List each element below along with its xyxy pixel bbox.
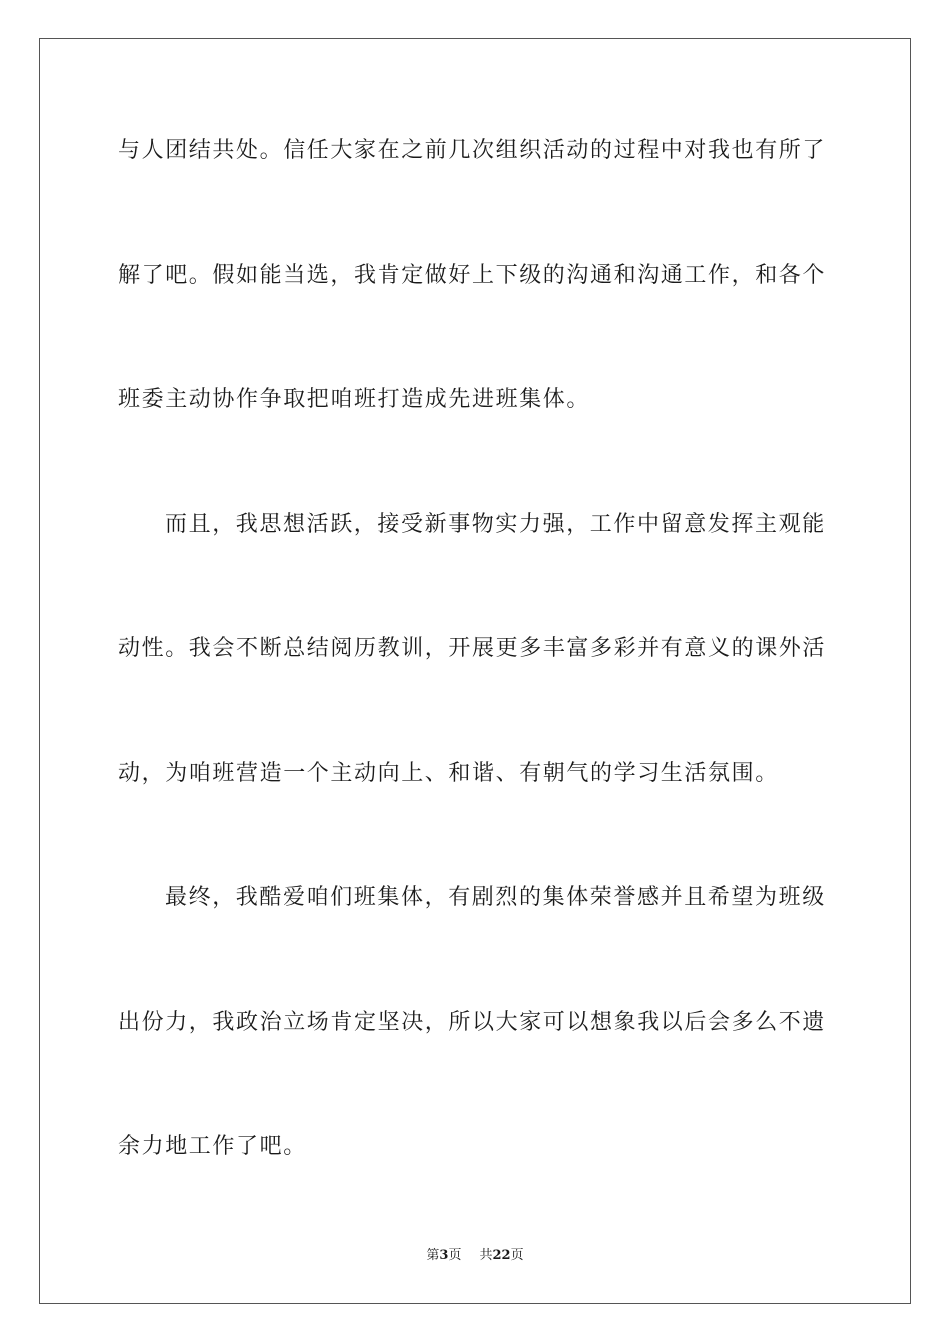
page-border <box>39 38 911 1304</box>
page-footer <box>0 1247 950 1265</box>
paragraph-line-6: 动，为咱班营造一个主动向上、和谐、有朝气的学习生活氛围。 <box>118 761 779 786</box>
paragraph-line-5: 动性。我会不断总结阅历教训，开展更多丰富多彩并有意义的课外活 <box>118 636 827 661</box>
page-prefix: 第 <box>426 1248 440 1263</box>
paragraph-line-9: 余力地工作了吧。 <box>118 1134 307 1159</box>
total-suffix: 页 <box>510 1248 524 1263</box>
paragraph-line-8: 出份力，我政治立场肯定坚决，所以大家可以想象我以后会多么不遗 <box>118 1010 827 1035</box>
page-number: 3 <box>439 1248 449 1263</box>
paragraph-line-4: 而且，我思想活跃，接受新事物实力强，工作中留意发挥主观能 <box>165 512 826 537</box>
paragraph-line-3: 班委主动协作争取把咱班打造成先进班集体。 <box>118 387 591 412</box>
paragraph-line-1: 与人团结共处。信任大家在之前几次组织活动的过程中对我也有所了 <box>118 138 827 163</box>
total-prefix: 共 <box>479 1248 493 1263</box>
paragraph-line-7: 最终，我酷爱咱们班集体，有剧烈的集体荣誉感并且希望为班级 <box>165 885 826 910</box>
total-pages: 22 <box>492 1248 511 1263</box>
paragraph-line-2: 解了吧。假如能当选，我肯定做好上下级的沟通和沟通工作，和各个 <box>118 263 827 288</box>
page-suffix: 页 <box>448 1248 462 1263</box>
